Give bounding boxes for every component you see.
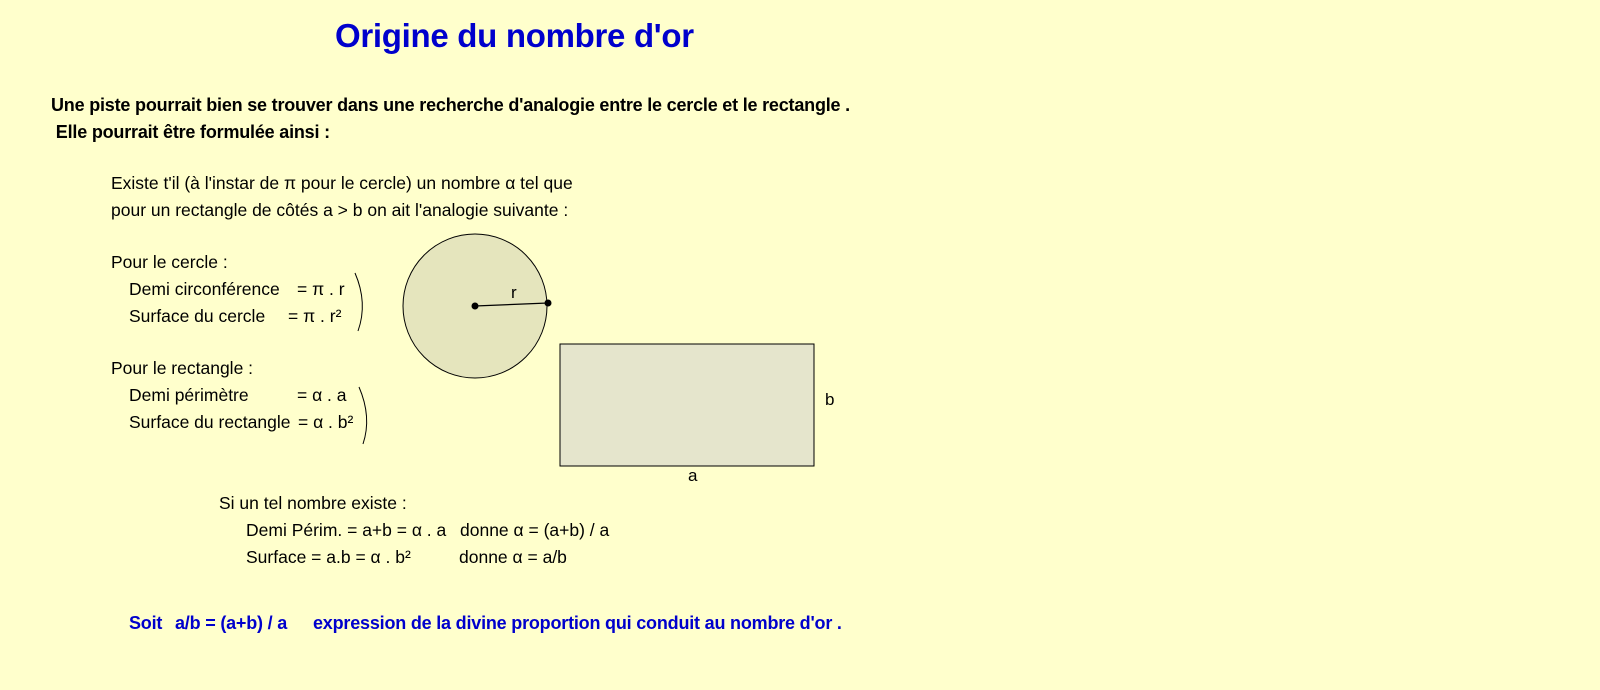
circle-demi-circ-label: Demi circonférence [129,279,280,299]
rect-demi-perim-formula: = α . a [297,385,347,405]
deduction-line-1-right: donne α = (a+b) / a [460,520,610,540]
rect-surface-label: Surface du rectangle [129,412,291,432]
question-line-1: Existe t'il (à l'instar de π pour le cercle) un nombre α tel que [111,173,573,193]
radius-label: r [511,283,517,302]
conclusion-soit: Soit [129,613,163,633]
conclusion-text: expression de la divine proportion qui conduit au nombre d'or . [313,613,842,633]
conclusion-equation: a/b = (a+b) / a [175,613,288,633]
rect-width-label: a [688,466,698,485]
rect-formulas-bracket [359,387,367,444]
circle-heading: Pour le cercle : [111,252,228,272]
rectangle-shape [560,344,814,466]
page-title: Origine du nombre d'or [335,17,694,54]
deduction-heading: Si un tel nombre existe : [219,493,407,513]
intro-line-2: Elle pourrait être formulée ainsi : [51,122,330,142]
radius-end-point [545,300,552,307]
rect-surface-formula: = α . b² [298,412,354,432]
circle-surface-formula: = π . r² [288,306,342,326]
circle-demi-circ-formula: = π . r [297,279,345,299]
rect-height-label: b [825,390,835,409]
deduction-line-1-left: Demi Périm. = a+b = α . a [246,520,447,540]
circle-surface-label: Surface du cercle [129,306,266,326]
rect-heading: Pour le rectangle : [111,358,254,378]
circle-center-point [472,303,479,310]
deduction-line-2-left: Surface = a.b = α . b² [246,547,411,567]
intro-line-1: Une piste pourrait bien se trouver dans une recherche d'analogie entre le cercle et le rectangle . [51,95,850,115]
rect-demi-perim-label: Demi périmètre [129,385,249,405]
question-line-2: pour un rectangle de côtés a > b on ait l'analogie suivante : [111,200,569,220]
deduction-line-2-right: donne α = a/b [459,547,567,567]
circle-formulas-bracket [355,273,362,331]
